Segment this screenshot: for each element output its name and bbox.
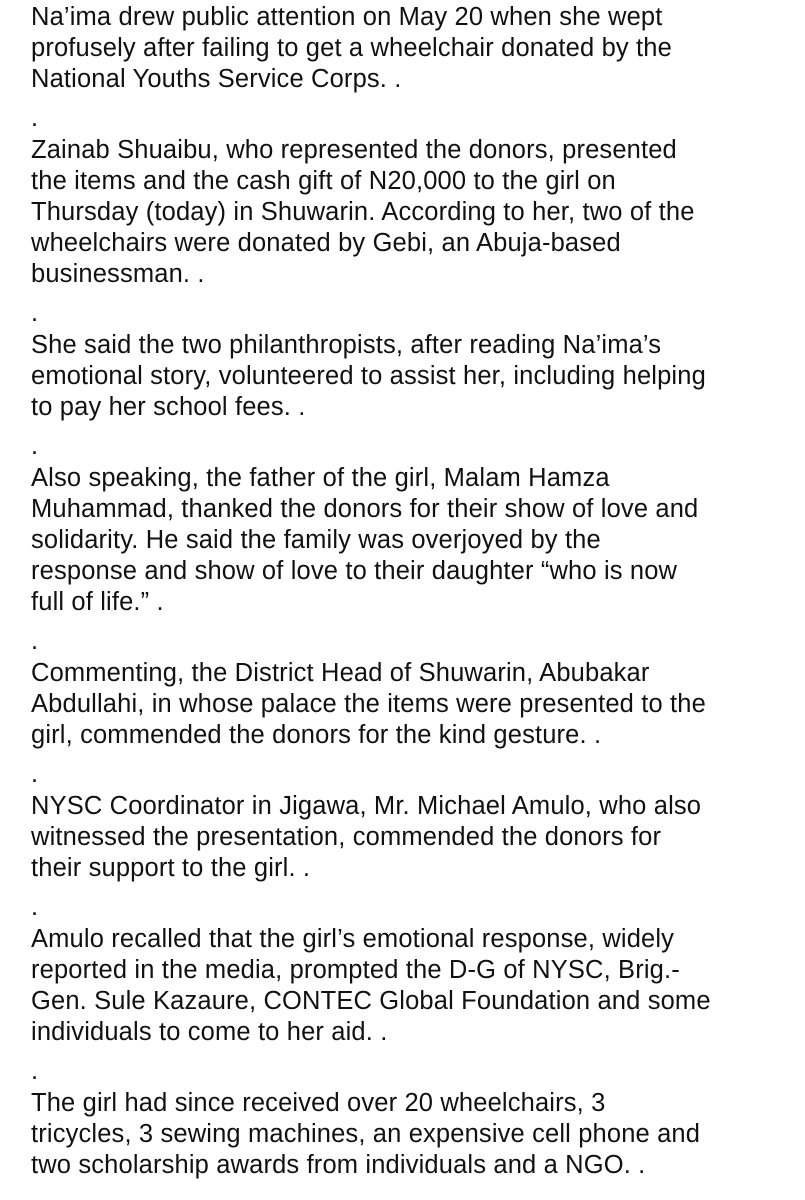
text-line: wheelchairs were donated by Gebi, an Abuja-based [31,229,621,257]
text-line: The girl had since received over 20 wheelchairs, 3 [31,1089,606,1117]
text-line: Na’ima drew public attention on May 20 when she wept [31,3,663,31]
text-line: witnessed the presentation, commended the donors for [31,823,662,851]
text-line: to pay her school fees. . [31,393,306,421]
text-line: Also speaking, the father of the girl, Malam Hamza [31,464,610,492]
text-line: Amulo recalled that the girl’s emotional response, widely [31,925,675,953]
text-line: Zainab Shuaibu, who represented the donors, presented [31,136,677,164]
text-line: . [31,1057,39,1085]
text-line: reported in the media, prompted the D-G of NYSC, Brig.- [31,956,680,984]
text-line: . [31,432,39,460]
text-line: . [31,760,39,788]
text-line: . [31,627,39,655]
text-line: full of life.” . [31,588,164,616]
text-line: Muhammad, thanked the donors for their show of love and [31,495,699,523]
text-line: response and show of love to their daughter “who is now [31,557,678,585]
text-line: girl, commended the donors for the kind gesture. . [31,721,602,749]
text-line: tricycles, 3 sewing machines, an expensive cell phone and [31,1120,701,1148]
text-line: businessman. . [31,260,205,288]
text-line: the items and the cash gift of N20,000 to the girl on [31,167,616,195]
text-line: two scholarship awards from individuals and a NGO. . [31,1151,646,1179]
text-line: . [31,893,39,921]
text-line: . [31,299,39,327]
text-line: Abdullahi, in whose palace the items were presented to the [31,690,706,718]
text-line: . [31,104,39,132]
text-line: Gen. Sule Kazaure, CONTEC Global Foundation and some [31,987,711,1015]
text-line: profusely after failing to get a wheelchair donated by the [31,34,672,62]
text-line: NYSC Coordinator in Jigawa, Mr. Michael Amulo, who also [31,792,702,820]
text-line: She said the two philanthropists, after reading Na’ima’s [31,331,662,359]
text-line: Commenting, the District Head of Shuwarin, Abubakar [31,659,650,687]
text-line: individuals to come to her aid. . [31,1018,388,1046]
text-line: National Youths Service Corps. . [31,65,402,93]
text-line: their support to the girl. . [31,854,311,882]
text-line: solidarity. He said the family was overjoyed by the [31,526,601,554]
text-line: Thursday (today) in Shuwarin. According to her, two of the [31,198,695,226]
text-line: emotional story, volunteered to assist her, including helping [31,362,706,390]
